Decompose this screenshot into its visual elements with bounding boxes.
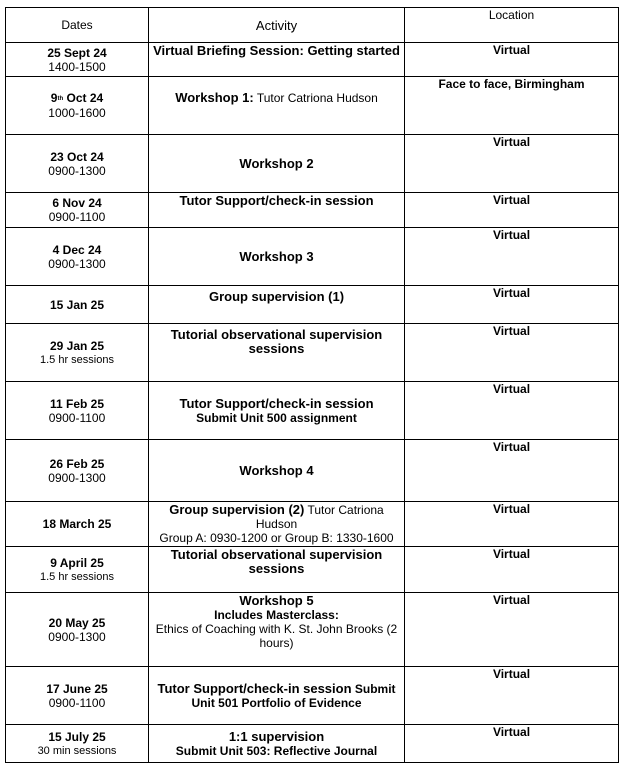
time-text: 30 min sessions	[37, 744, 117, 757]
header-activity: Activity	[149, 8, 405, 43]
activity-cell	[149, 593, 405, 667]
location-cell: Virtual	[405, 547, 619, 593]
table-row	[6, 324, 619, 382]
activity-cell	[149, 502, 405, 547]
table-row	[6, 193, 619, 228]
header-row	[6, 8, 619, 43]
location-cell: Virtual	[405, 193, 619, 228]
location-cell: Virtual	[405, 228, 619, 286]
time-text: 0900-1300	[48, 163, 106, 178]
activity-cell	[149, 43, 405, 77]
location-cell: Virtual	[405, 502, 619, 547]
date-rest: Oct 24	[63, 91, 104, 105]
date-cell	[6, 228, 149, 286]
date-cell	[6, 547, 149, 593]
activity-title: Workshop 3	[239, 248, 314, 264]
activity-subtitle: Submit Unit 503: Reflective Journal	[175, 743, 378, 758]
time-text: 0900-1300	[48, 256, 106, 271]
location-cell: Face to face, Birmingham	[405, 77, 619, 135]
date-suffix: th	[57, 96, 64, 102]
activity-tutor: Tutor Catriona Hudson	[253, 91, 378, 105]
date-cell	[6, 667, 149, 725]
activity-subtitle: Submit Unit 500 assignment	[196, 410, 357, 425]
time-text: 0900-1300	[48, 470, 106, 485]
date-cell	[6, 286, 149, 324]
activity-groups: Group A: 0930-1200 or Group B: 1330-1600	[159, 531, 394, 545]
date-text: 20 May 25	[48, 615, 106, 630]
table-row	[6, 502, 619, 547]
table-row	[6, 382, 619, 440]
activity-subtitle: Includes Masterclass:	[214, 608, 339, 622]
time-text: 1000-1600	[48, 106, 106, 120]
date-text: 26 Feb 25	[49, 456, 105, 471]
schedule-table	[5, 7, 619, 763]
date-text: 9 April 25	[50, 555, 104, 570]
table-row	[6, 43, 619, 77]
date-text: 29 Jan 25	[49, 338, 105, 353]
location-cell: Virtual	[405, 440, 619, 502]
date-cell	[6, 502, 149, 547]
location-cell: Virtual	[405, 725, 619, 763]
table-row	[6, 228, 619, 286]
time-text: 1.5 hr sessions	[40, 570, 114, 583]
activity-cell	[149, 547, 405, 593]
activity-subtitle: Submit Unit 501 Portfolio of Evidence	[191, 681, 396, 710]
activity-title: Tutor Support/check-in session	[179, 193, 374, 208]
location-cell: Virtual	[405, 286, 619, 324]
date-cell	[6, 43, 149, 77]
table-row	[6, 593, 619, 667]
activity-cell	[149, 382, 405, 440]
activity-tutor: Tutor Catriona Hudson	[255, 503, 384, 531]
time-text: 1400-1500	[48, 59, 106, 74]
activity-title: Workshop 2	[239, 155, 314, 171]
activity-title: Tutorial observational supervision sessions	[170, 327, 383, 356]
date-text: 15 Jan 25	[49, 297, 105, 312]
location-cell: Virtual	[405, 667, 619, 725]
activity-title: Virtual Briefing Session: Getting started	[153, 43, 400, 58]
table-row	[6, 547, 619, 593]
activity-title: Group supervision (2)	[169, 502, 305, 517]
date-text: 6 Nov 24	[52, 196, 102, 210]
activity-cell	[149, 324, 405, 382]
location-cell: Virtual	[405, 593, 619, 667]
activity-cell	[149, 193, 405, 228]
activity-cell	[149, 135, 405, 193]
date-day: 9	[50, 91, 58, 105]
date-text	[8, 91, 146, 106]
date-text: 15 July 25	[48, 729, 106, 744]
date-cell	[6, 440, 149, 502]
date-text: 17 June 25	[46, 681, 108, 696]
location-cell: Virtual	[405, 43, 619, 77]
time-text: 0900-1300	[48, 629, 106, 644]
table-row	[6, 440, 619, 502]
date-cell	[6, 77, 149, 135]
activity-title: Tutor Support/check-in session	[157, 680, 352, 696]
table-row	[6, 286, 619, 324]
activity-cell	[149, 440, 405, 502]
date-cell	[6, 324, 149, 382]
date-text: 23 Oct 24	[50, 149, 104, 164]
activity-cell	[149, 725, 405, 763]
time-text: 1.5 hr sessions	[40, 353, 114, 366]
table-row	[6, 725, 619, 763]
activity-title: Group supervision (1)	[208, 289, 345, 304]
date-cell	[6, 725, 149, 763]
date-cell	[6, 135, 149, 193]
activity-title: Workshop 1:	[175, 90, 254, 105]
table-row	[6, 667, 619, 725]
activity-title: Tutorial observational supervision sessions	[170, 547, 383, 576]
activity-title: Workshop 4	[239, 462, 314, 478]
location-cell: Virtual	[405, 382, 619, 440]
activity-title: Workshop 5	[239, 593, 314, 608]
date-text: 11 Feb 25	[49, 396, 105, 411]
activity-cell	[149, 667, 405, 725]
table-row	[6, 77, 619, 135]
activity-cell	[149, 286, 405, 324]
header-location: Location	[405, 8, 619, 43]
date-cell	[6, 382, 149, 440]
activity-title: 1:1 supervision	[228, 728, 325, 744]
table-row	[6, 135, 619, 193]
date-cell	[6, 593, 149, 667]
date-text: 25 Sept 24	[47, 45, 107, 60]
activity-detail: Ethics of Coaching with K. St. John Brooks (2 hours)	[155, 622, 398, 650]
date-cell	[6, 193, 149, 228]
time-text: 0900-1100	[48, 210, 106, 224]
activity-title: Tutor Support/check-in session	[179, 395, 374, 411]
location-cell: Virtual	[405, 135, 619, 193]
header-dates: Dates	[6, 8, 149, 43]
activity-cell	[149, 77, 405, 135]
activity-cell	[149, 228, 405, 286]
time-text: 0900-1100	[48, 410, 106, 425]
date-text: 4 Dec 24	[52, 242, 102, 257]
time-text: 0900-1100	[48, 695, 106, 710]
date-text: 18 March 25	[42, 517, 112, 531]
location-cell: Virtual	[405, 324, 619, 382]
